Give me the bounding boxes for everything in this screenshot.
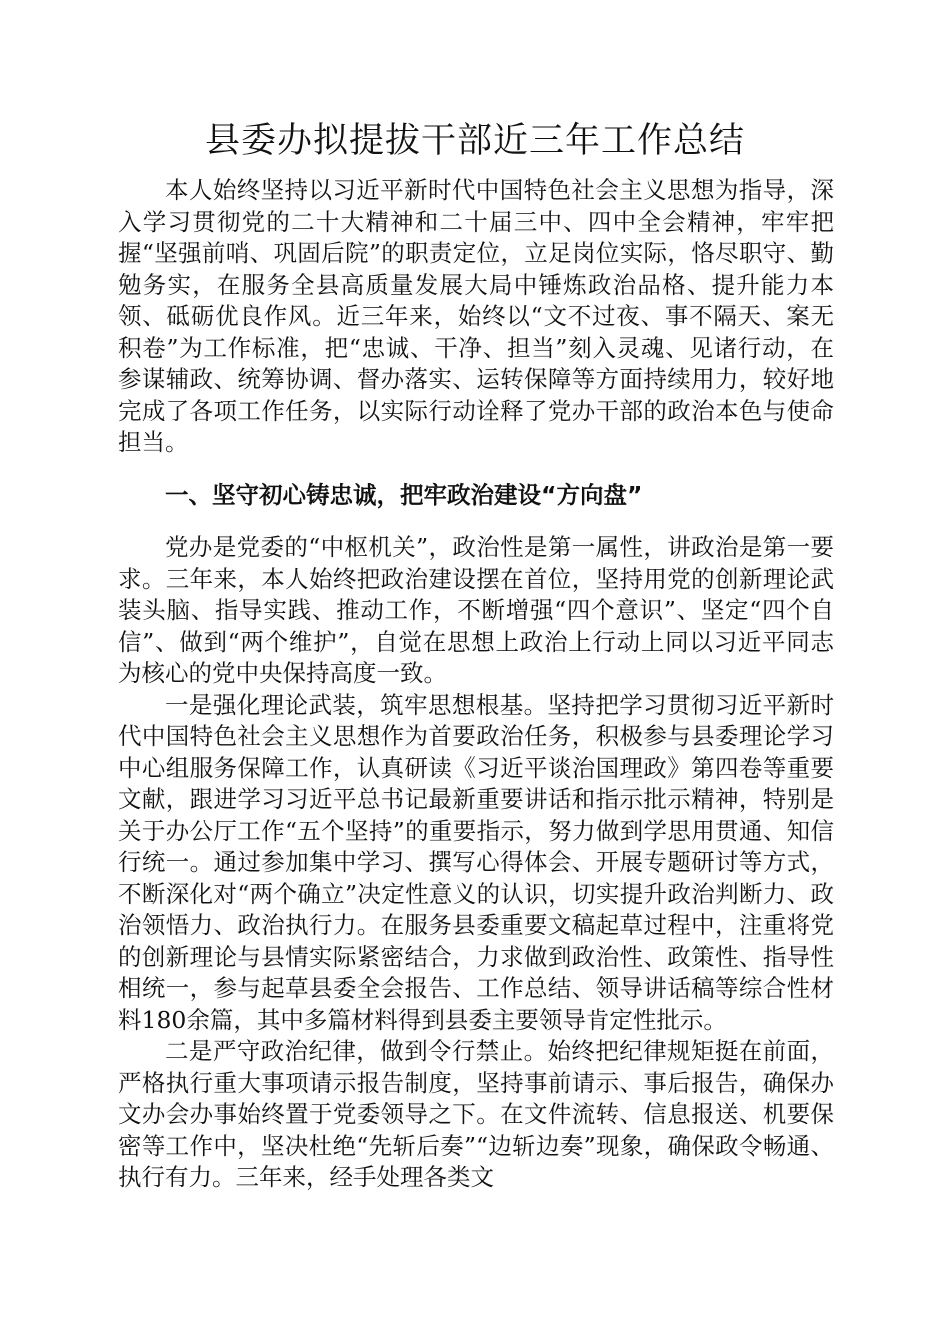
body-paragraph: 党办是党委的“中枢机关”，政治性是第一属性，讲政治是第一要求。三年来，本人始终把政治建设摆在首位，坚持用党的创新理论武装头脑、指导实践、推动工作，不断增强“四个意识”、坚定“四个自信”、做到“两个维护”，自觉在思想上政治上行动上同以习近平同志为核心的党中央保持高度一致。 [118,533,834,687]
intro-paragraph: 本人始终坚持以习近平新时代中国特色社会主义思想为指导，深入学习贯彻党的二十大精神和二十届三中、四中全会精神，牢牢把握“坚强前哨、巩固后院”的职责定位，立足岗位实际，恪尽职守、勤勉务实，在服务全县高质量发展大局中锤炼政治品格、提升能力本领、砥砺优良作风。近三年来，始终以“文不过夜、事不隔天、案无积卷”为工作标准，把“忠诚、干净、担当”刻入灵魂、见诸行动，在参谋辅政、统筹协调、督办落实、运转保障等方面持续用力，较好地完成了各项工作任务，以实际行动诠释了党办干部的政治本色与使命担当。 [118,176,834,456]
document-title: 县委办拟提拔干部近三年工作总结 [204,121,745,161]
body-paragraph: 二是严守政治纪律，做到令行禁止。始终把纪律规矩挺在前面，严格执行重大事项请示报告制度，坚持事前请示、事后报告，确保办文办会办事始终置于党委领导之下。在文件流转、信息报送、机要保密等工作中，坚决杜绝“先斩后奏”“边斩边奏”现象，确保政令畅通、执行有力。三年来，经手处理各类文 [118,1037,834,1191]
body-paragraph: 一是强化理论武装，筑牢思想根基。坚持把学习贯彻习近平新时代中国特色社会主义思想作为首要政治任务，积极参与县委理论学习中心组服务保障工作，认真研读《习近平谈治国理政》第四卷等重要文献，跟进学习习近平总书记最新重要讲话和指示批示精神，特别是关于办公厅工作“五个坚持”的重要指示，努力做到学思用贯通、知信行统一。通过参加集中学习、撰写心得体会、开展专题研讨等方式，不断深化对“两个确立”决定性意义的认识，切实提升政治判断力、政治领悟力、政治执行力。在服务县委重要文稿起草过程中，注重将党的创新理论与县情实际紧密结合，力求做到政治性、政策性、指导性相统一，参与起草县委全会报告、工作总结、领导讲话稿等综合性材料180余篇，其中多篇材料得到县委主要领导肯定性批示。 [118,690,834,1034]
section-heading: 一、坚守初心铸忠诚，把牢政治建设“方向盘” [165,480,643,509]
document-body [118,175,834,1194]
